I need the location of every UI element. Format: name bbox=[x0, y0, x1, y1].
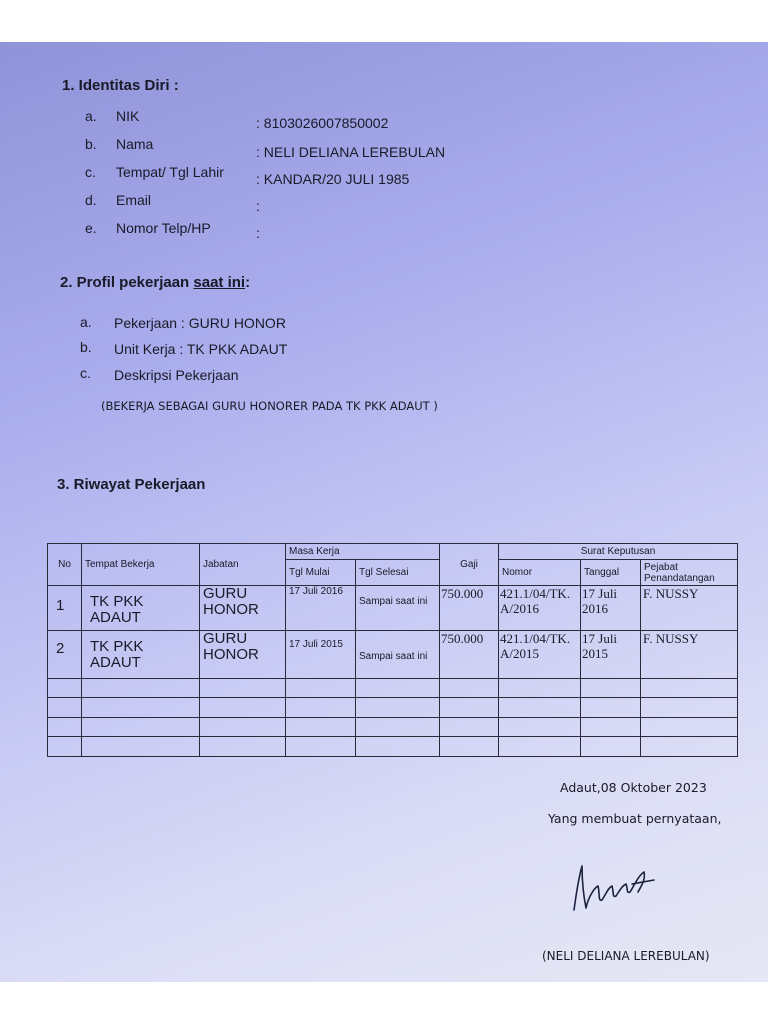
item-letter: c. bbox=[85, 164, 96, 180]
section-2-title-suffix: : bbox=[245, 274, 251, 291]
cell-nomor: 421.1/04/TK. A/2016 bbox=[499, 586, 581, 631]
nama-label: Nama bbox=[116, 136, 154, 152]
email-value: : bbox=[256, 198, 260, 214]
cell-tanggal: 17 Juli 2016 bbox=[581, 586, 641, 631]
item-letter: a. bbox=[80, 314, 92, 330]
item-letter: c. bbox=[80, 365, 91, 381]
item-letter: b. bbox=[85, 136, 97, 152]
cell-no: 1 bbox=[48, 586, 82, 631]
cell-tempat: TK PKK ADAUT bbox=[82, 631, 200, 679]
cell-nomor: 421.1/04/TK. A/2015 bbox=[499, 631, 581, 679]
riwayat-table bbox=[47, 543, 738, 757]
header-jabatan: Jabatan bbox=[200, 544, 286, 586]
item-letter: b. bbox=[80, 339, 92, 355]
cell-mulai: 17 Juli 2015 bbox=[286, 631, 356, 679]
cell-tempat: TK PKK ADAUT bbox=[82, 586, 200, 631]
document-page bbox=[0, 42, 768, 982]
unit-kerja-text: Unit Kerja : TK PKK ADAUT bbox=[114, 341, 288, 357]
header-row bbox=[48, 544, 738, 560]
deskripsi-label: Deskripsi Pekerjaan bbox=[114, 367, 239, 383]
nik-label: NIK bbox=[116, 108, 140, 124]
table-row-empty bbox=[48, 718, 738, 737]
cell-no: 2 bbox=[48, 631, 82, 679]
cell-jabatan: GURU HONOR bbox=[200, 586, 286, 631]
header-tanggal: Tanggal bbox=[581, 560, 641, 586]
cell-mulai: 17 Juli 2016 bbox=[286, 586, 356, 631]
header-no: No bbox=[48, 544, 82, 586]
table-row-empty bbox=[48, 698, 738, 718]
cell-tanggal: 17 Juli 2015 bbox=[581, 631, 641, 679]
header-tempat: Tempat Bekerja bbox=[82, 544, 200, 586]
section-3-title: 3. Riwayat Pekerjaan bbox=[57, 476, 206, 493]
signature bbox=[568, 858, 668, 914]
ttl-value: : KANDAR/20 JULI 1985 bbox=[256, 171, 410, 187]
section-1-title: 1. Identitas Diri : bbox=[62, 77, 179, 94]
cell-jabatan: GURU HONOR bbox=[200, 631, 286, 679]
header-tgl-mulai: Tgl Mulai bbox=[286, 560, 356, 586]
cell-selesai: Sampai saat ini bbox=[356, 631, 440, 679]
table-row bbox=[48, 631, 738, 679]
telp-label: Nomor Telp/HP bbox=[116, 220, 211, 236]
header-gaji: Gaji bbox=[440, 544, 499, 586]
header-tgl-selesai: Tgl Selesai bbox=[356, 560, 440, 586]
pekerjaan-text: Pekerjaan : GURU HONOR bbox=[114, 315, 286, 331]
table-row-empty bbox=[48, 737, 738, 757]
telp-value: : bbox=[256, 225, 260, 241]
table-row-empty bbox=[48, 679, 738, 698]
item-letter: d. bbox=[85, 192, 97, 208]
section-2-title bbox=[60, 274, 250, 291]
place-date: Adaut,08 Oktober 2023 bbox=[560, 780, 707, 795]
item-letter: e. bbox=[85, 220, 97, 236]
header-surat: Surat Keputusan bbox=[499, 544, 738, 560]
nik-value: : 8103026007850002 bbox=[256, 115, 389, 131]
section-2-title-underlined: saat ini bbox=[193, 274, 246, 291]
email-label: Email bbox=[116, 192, 152, 208]
table-row bbox=[48, 586, 738, 631]
header-nomor: Nomor bbox=[499, 560, 581, 586]
cell-pejabat: F. NUSSY bbox=[641, 586, 738, 631]
statement: Yang membuat pernyataan, bbox=[548, 811, 722, 826]
deskripsi-text: (BEKERJA SEBAGAI GURU HONORER PADA TK PKK ADAUT ) bbox=[101, 399, 438, 413]
item-letter: a. bbox=[85, 108, 97, 124]
nama-value: : NELI DELIANA LEREBULAN bbox=[256, 144, 446, 160]
cell-gaji: 750.000 bbox=[440, 586, 499, 631]
cell-selesai: Sampai saat ini bbox=[356, 586, 440, 631]
signer-name: (NELI DELIANA LEREBULAN) bbox=[542, 949, 710, 963]
cell-pejabat: F. NUSSY bbox=[641, 631, 738, 679]
header-masa-kerja: Masa Kerja bbox=[286, 544, 440, 560]
ttl-label: Tempat/ Tgl Lahir bbox=[116, 164, 224, 180]
header-pejabat: Pejabat Penandatangan bbox=[641, 560, 738, 586]
section-2-title-prefix: 2. Profil pekerjaan bbox=[60, 274, 194, 291]
cell-gaji: 750.000 bbox=[440, 631, 499, 679]
